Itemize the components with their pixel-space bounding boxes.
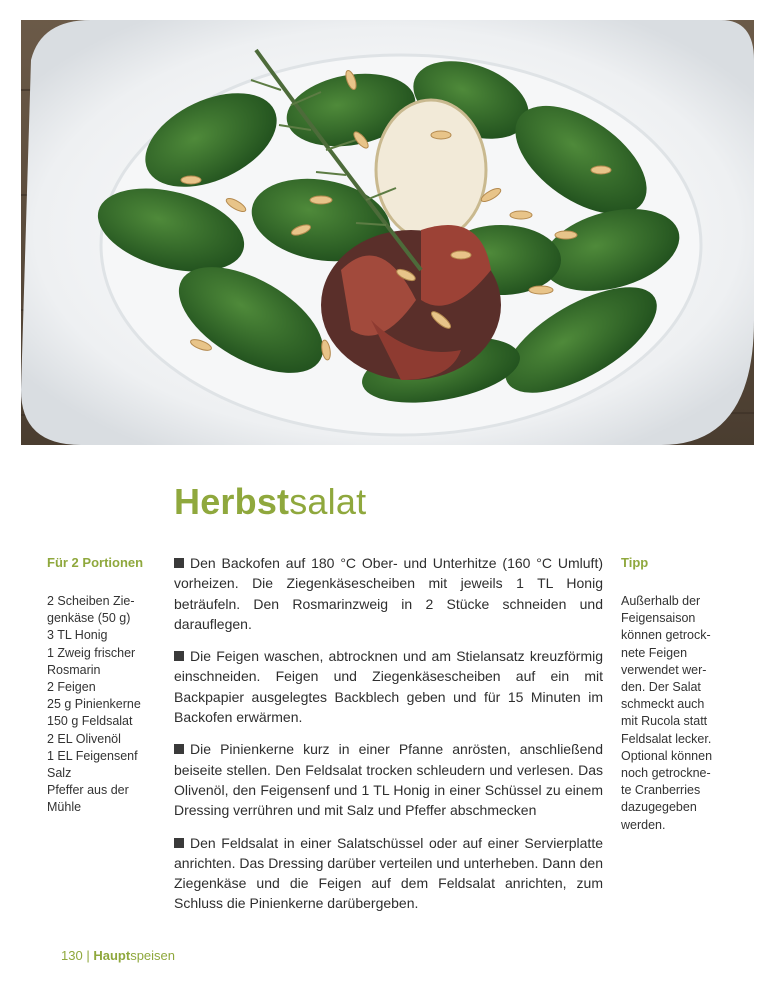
ingredient-line: Rosmarin: [47, 662, 101, 677]
ingredient-line: 1 EL Feigensenf: [47, 748, 138, 763]
tip-line: den. Der Salat: [621, 680, 701, 695]
steps-column: [174, 553, 603, 926]
tip-line: verwendet wer-: [621, 662, 707, 677]
ingredient-line: 2 EL Olivenöl: [47, 731, 121, 746]
step-paragraph: [174, 739, 603, 820]
ingredient-line: Pfeffer aus der: [47, 783, 129, 798]
salad-photo: [21, 20, 754, 445]
ingredient-list: [47, 593, 165, 817]
square-bullet-icon: [174, 651, 184, 661]
section-name-light: speisen: [130, 948, 175, 963]
tip-line: dazugegeben: [621, 800, 697, 815]
tip-line: Optional können: [621, 748, 713, 763]
square-bullet-icon: [174, 744, 184, 754]
title-bold-part: Herbst: [174, 481, 290, 522]
footer-separator: |: [86, 948, 90, 963]
ingredient-line: Salz: [47, 766, 72, 781]
tip-line: werden.: [621, 817, 666, 832]
ingredient-line: Mühle: [47, 800, 82, 815]
ingredient-line: 2 Scheiben Zie-: [47, 594, 135, 608]
tip-text: [621, 593, 731, 834]
tip-line: können getrock-: [621, 628, 711, 643]
tip-line: te Cranberries: [621, 783, 701, 798]
title-light-part: salat: [289, 481, 367, 522]
page-number: 130: [61, 948, 83, 963]
ingredient-line: 2 Feigen: [47, 680, 96, 695]
step-text: Die Feigen waschen, abtrocknen und am Stielansatz kreuzförmig einschneiden. Feigen und Ziegenkäsescheiben auf ein mit Backpapier ausgelegtes Backblech geben und für 15 Minuten im Backofen erwärmen.: [174, 648, 603, 726]
tip-line: Außerhalb der: [621, 594, 701, 608]
step-text: Die Pinienkerne kurz in einer Pfanne anrösten, anschließend beiseite stellen. Den Feldsalat trocken schleudern und verlesen. Das Olivenöl, den Feigensenf und 1 TL Honig in einer Schüssel zu einem Dressing verrühren und mit Salz und Pfeffer abschmecken: [174, 741, 603, 819]
step-paragraph: [174, 833, 603, 914]
tip-line: schmeckt auch: [621, 697, 705, 712]
ingredient-line: 1 Zweig frischer: [47, 645, 136, 660]
square-bullet-icon: [174, 558, 184, 568]
section-name-bold: Haupt: [93, 948, 131, 963]
recipe-title: [174, 478, 366, 526]
step-paragraph: [174, 646, 603, 727]
ingredient-line: 3 TL Honig: [47, 628, 108, 643]
tip-line: nete Feigen: [621, 645, 688, 660]
ingredient-line: genkäse (50 g): [47, 611, 131, 626]
square-bullet-icon: [174, 838, 184, 848]
tip-line: mit Rucola statt: [621, 714, 708, 729]
ingredient-line: 150 g Feldsalat: [47, 714, 133, 729]
portions-heading: Für 2 Portionen: [47, 555, 144, 570]
tip-heading: Tipp: [621, 555, 649, 570]
step-text: Den Feldsalat in einer Salatschüssel oder auf einer Servierplatte anrichten. Das Dressing darüber verteilen und unterheben. Dann den Ziegenkäse und die Feigen auf dem Feldsalat anrichten, zum Schluss die Pinienkerne darübergeben.: [174, 834, 603, 912]
ingredients-column: [47, 554, 165, 817]
step-text: Den Backofen auf 180 °C Ober- und Unterhitze (160 °C Umluft) vorheizen. Die Ziegenkäsescheiben mit jeweils 1 TL Honig beträufeln. Den Rosmarinzweig in 2 Stücke schneiden und darauflegen.: [174, 555, 603, 632]
tip-line: Feigensaison: [621, 611, 696, 626]
ingredient-line: 25 g Pinienkerne: [47, 697, 141, 712]
step-paragraph: [174, 553, 603, 634]
tip-line: Feldsalat lecker.: [621, 731, 712, 746]
page-footer: [61, 947, 175, 965]
tip-column: [621, 554, 731, 834]
tip-line: noch getrockne-: [621, 766, 711, 781]
